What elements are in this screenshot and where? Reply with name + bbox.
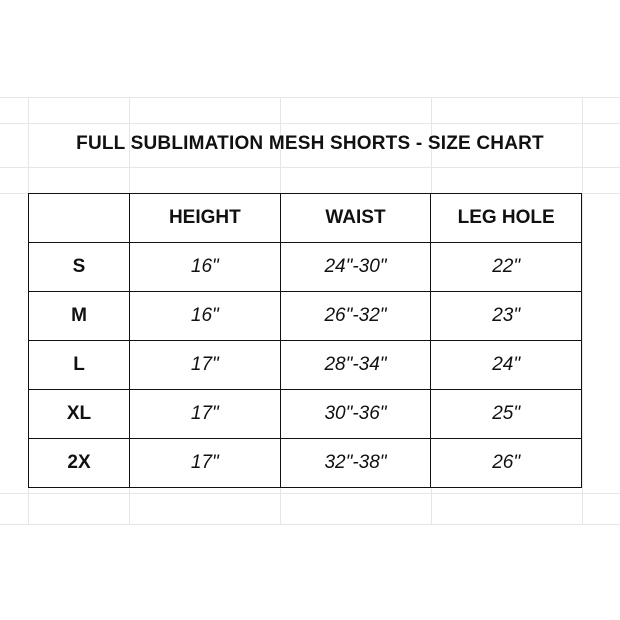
grid-line	[0, 524, 620, 525]
table-row	[29, 292, 582, 341]
waist-cell: 24"-30"	[280, 243, 431, 292]
waist-cell: 26"-32"	[280, 292, 431, 341]
leg-hole-cell: 22"	[431, 243, 582, 292]
height-cell: 17"	[130, 390, 281, 439]
size-table	[28, 193, 582, 488]
size-label: 2X	[29, 439, 130, 488]
grid-line	[0, 167, 620, 168]
header-waist: WAIST	[280, 194, 431, 243]
waist-cell: 32"-38"	[280, 439, 431, 488]
table-row	[29, 243, 582, 292]
size-label: XL	[29, 390, 130, 439]
grid-line	[0, 97, 620, 98]
grid-line	[0, 493, 620, 494]
size-label: L	[29, 341, 130, 390]
table-row	[29, 439, 582, 488]
table-header-row	[29, 194, 582, 243]
size-label: S	[29, 243, 130, 292]
height-cell: 16"	[130, 243, 281, 292]
height-cell: 17"	[130, 439, 281, 488]
waist-cell: 30"-36"	[280, 390, 431, 439]
waist-cell: 28"-34"	[280, 341, 431, 390]
table-row	[29, 341, 582, 390]
header-size	[29, 194, 130, 243]
grid-line	[582, 97, 583, 525]
leg-hole-cell: 26"	[431, 439, 582, 488]
size-label: M	[29, 292, 130, 341]
leg-hole-cell: 24"	[431, 341, 582, 390]
header-height: HEIGHT	[130, 194, 281, 243]
leg-hole-cell: 23"	[431, 292, 582, 341]
height-cell: 16"	[130, 292, 281, 341]
leg-hole-cell: 25"	[431, 390, 582, 439]
height-cell: 17"	[130, 341, 281, 390]
grid-line	[0, 123, 620, 124]
table-row	[29, 390, 582, 439]
page-title: FULL SUBLIMATION MESH SHORTS - SIZE CHART	[76, 133, 544, 154]
header-leg-hole: LEG HOLE	[431, 194, 582, 243]
